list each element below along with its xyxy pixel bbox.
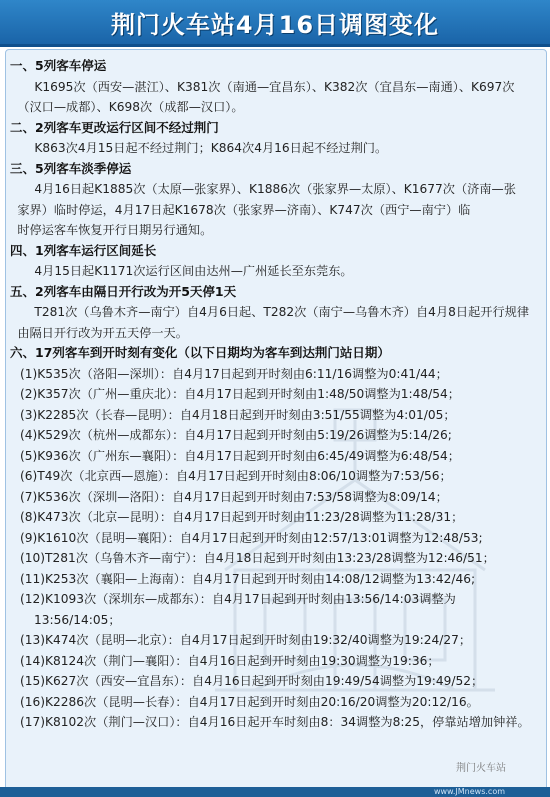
section-heading: 一、5列客车停运 <box>10 58 107 73</box>
section-3 <box>10 159 540 241</box>
section-heading: 三、5列客车淡季停运 <box>10 160 132 176</box>
schedule-item: (6)T49次（北京西—恩施）：自4月17日起到开时刻由8:06/10调整为7:53/56； <box>20 469 452 483</box>
page-title: 荆门火车站4月16日调图变化 <box>110 10 440 39</box>
section-line: 4月15日起K1171次运行区间由达州—广州延长至东莞东。 <box>34 264 353 278</box>
section-line: 由隔日开行改为开五天停一天。 <box>17 325 188 340</box>
section-2 <box>10 118 540 159</box>
schedule-item: (15)K627次（西安—宜昌东）：自4月16日起到开时刻由19:49/54调整为19:49/52； <box>20 674 484 688</box>
band-watermark-text: www.JMnews.com <box>433 787 505 796</box>
schedule-item: (7)K536次（深圳—洛阳）：自4月17日起到开时刻由7:53/58调整为8:09/14； <box>20 489 448 504</box>
section-heading: 五、2列客车由隔日开行改为开5天停1天 <box>10 283 237 299</box>
schedule-item: (2)K357次（广州—重庆北）：自4月17日起到开时刻由1:48/50调整为1:48/54； <box>20 387 460 401</box>
schedule-item: (4)K529次（杭州—成都东）：自4月17日起到开时刻由5:19/26调整为5:14/26; <box>20 428 452 442</box>
section-line: （汉口—成都）、K698次（成都—汉口）。 <box>17 100 244 114</box>
section-1 <box>10 56 540 118</box>
section-heading: 二、2列客车更改运行区间不经过荆门 <box>10 119 219 135</box>
section-heading: 四、1列客车运行区间延长 <box>10 242 157 258</box>
schedule-item: (9)K1610次（昆明—襄阳）：自4月17日起到开时刻由12:57/13:01调整为12:48/53; <box>20 530 483 545</box>
schedule-item: (1)K535次（洛阳—深圳）：自4月17日起到开时刻由6:11/16调整为0:41/44； <box>20 366 448 381</box>
section-line: 家界）临时停运，4月17日起K1678次（张家界—济南）、K747次（西宁—南宁）临 <box>17 202 471 217</box>
credit-text: 荆门火车站 <box>456 763 506 774</box>
section-heading: 六、17列客车到开时刻有变化（以下日期均为客车到达荆门站日期） <box>10 345 390 360</box>
schedule-item: (17)K8102次（荆门—汉口）：自4月16日起开车时刻由8：34调整为8:25，停靠站增加钟祥。 <box>20 715 530 729</box>
schedule-item: (13)K474次（昆明—北京）：自4月17日起到开时刻由19:32/40调整为19:24/27； <box>20 633 472 647</box>
section-5 <box>10 282 540 344</box>
section-line: K863次4月15日起不经过荆门；K864次4月16日起不经过荆门。 <box>34 141 388 155</box>
schedule-item: (14)K8124次（荆门—襄阳）：自4月16日起到开时刻由19:30调整为19:36； <box>20 653 440 668</box>
notice-body <box>10 56 540 733</box>
section-line: 4月16日起K1885次（太原—张家界）、K1886次（张家界—太原）、K1677次（济南—张 <box>34 182 516 196</box>
section-line: K1695次（西安—湛江）、K381次（南通—宜昌东）、K382次（宜昌东—南通）、K697次 <box>34 79 515 94</box>
section-line: 时停运客车恢复开行日期另行通知。 <box>17 223 213 237</box>
header-banner <box>0 0 550 47</box>
bottom-band <box>0 787 550 797</box>
schedule-item: (5)K936次（广州东—襄阳）：自4月17日起到开时刻由6:45/49调整为6:48/54； <box>20 448 460 463</box>
section-line: T281次（乌鲁木齐—南宁）自4月6日起、T282次（南宁—乌鲁木齐）自4月8日起开行规律 <box>34 305 530 319</box>
schedule-item: (3)K2285次（长春—昆明）：自4月18日起到开时刻由3:51/55调整为4:01/05； <box>20 407 456 422</box>
section-4 <box>10 241 540 282</box>
schedule-item: (11)K253次（襄阳—上海南）：自4月17日起到开时刻由14:08/12调整为13:42/46; <box>20 571 476 586</box>
schedule-item: (16)K2286次（昆明—长春）：自4月17日起到开时刻由20:16/20调整为20:12/16。 <box>20 694 479 709</box>
schedule-item: (12)K1093次（深圳东—成都东）：自4月17日起到开时刻由13:56/14:03调整为13:56/14:05； <box>20 592 456 627</box>
section-6 <box>10 343 540 733</box>
schedule-item: (10)T281次（乌鲁木齐—南宁）：自4月18日起到开时刻由13:23/28调整为12:46/51； <box>20 551 495 565</box>
schedule-item: (8)K473次（北京—昆明）：自4月17日起到开时刻由11:23/28调整为11:28/31； <box>20 510 464 524</box>
